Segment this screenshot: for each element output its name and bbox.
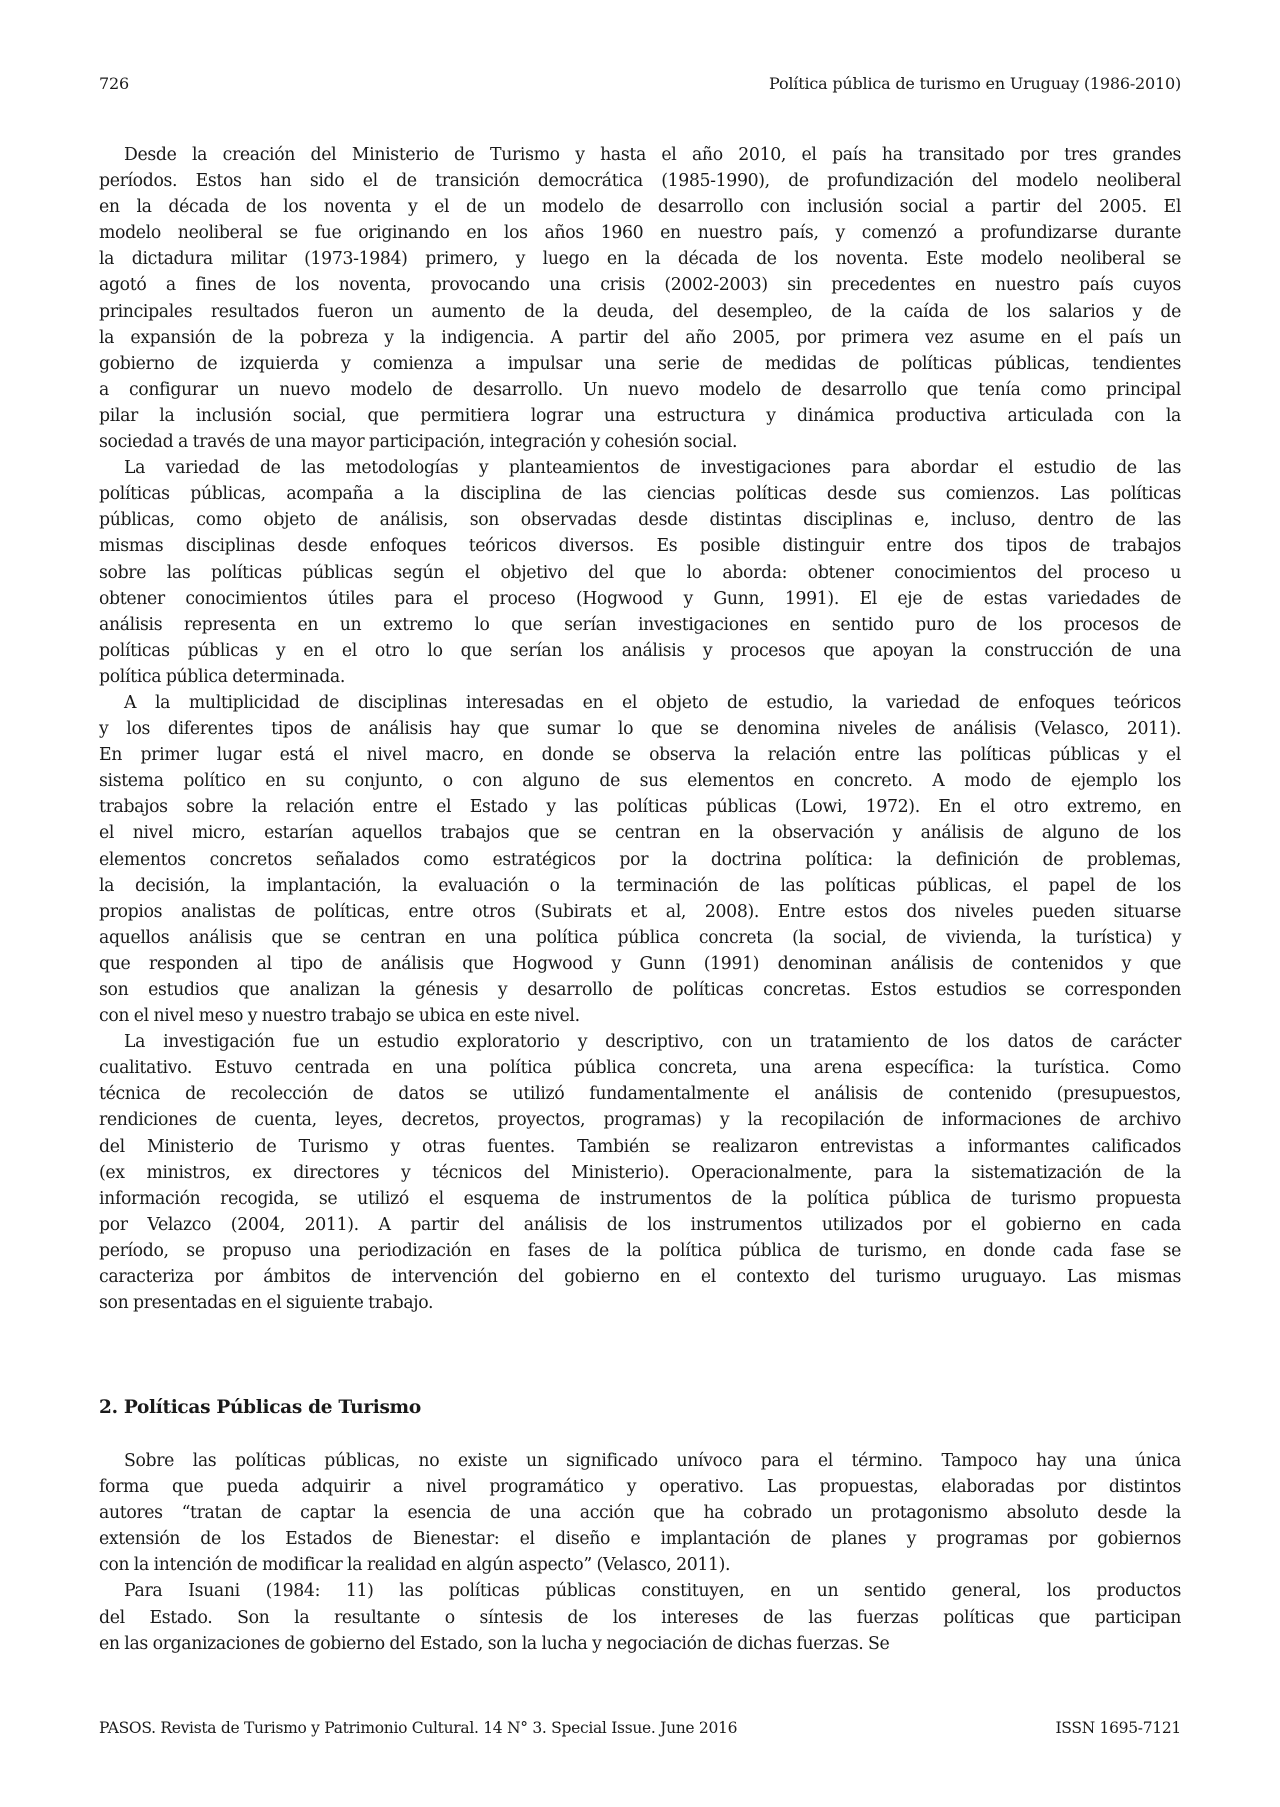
page-number: 726: [99, 74, 129, 93]
paragraph: [99, 1578, 1181, 1656]
text-line: propios analistas de políticas, entre otros (Subirats et al, 2008). Entre estos dos niveles pueden situarse: [99, 901, 1181, 922]
running-title: Política pública de turismo en Uruguay (1986-2010): [769, 74, 1181, 93]
text-line: del Ministerio de Turismo y otras fuentes. También se realizaron entrevistas a informantes calificados: [99, 1136, 1181, 1157]
text-line: la expansión de la pobreza y la indigencia. A partir del año 2005, por primera vez asume en el país un: [99, 327, 1181, 348]
paragraph: [99, 455, 1181, 690]
section-heading: 2. Políticas Públicas de Turismo: [99, 1397, 421, 1418]
text-line: que responden al tipo de análisis que Hogwood y Gunn (1991) denominan análisis de contenidos y que: [99, 953, 1181, 974]
text-line: En primer lugar está el nivel macro, en donde se observa la relación entre las políticas públicas y el: [99, 745, 1181, 766]
text-line: son presentadas en el siguiente trabajo.: [99, 1293, 434, 1314]
text-line: políticas públicas, acompaña a la disciplina de las ciencias políticas desde sus comienzos. Las políticas: [99, 484, 1181, 505]
paragraph: [99, 142, 1181, 455]
text-line: públicas, como objeto de análisis, son observadas desde distintas disciplinas e, incluso, dentro de las: [99, 510, 1181, 531]
text-line: son estudios que analizan la génesis y desarrollo de políticas concretas. Estos estudios se corresponden: [99, 980, 1181, 1000]
text-line: aquellos análisis que se centran en una política pública concreta (la social, de vivienda, la turística) y: [99, 927, 1181, 948]
text-line: Para Isuani (1984: 11) las políticas públicas constituyen, en un sentido general, los productos: [124, 1581, 1181, 1602]
text-line: autores “tratan de captar la esencia de una acción que ha cobrado un protagonismo absoluto desde la: [99, 1503, 1181, 1524]
text-line: extensión de los Estados de Bienestar: el diseño e implantación de planes y programas por gobiernos: [99, 1529, 1181, 1550]
journal-citation: PASOS. Revista de Turismo y Patrimonio Cultural. 14 N° 3. Special Issue. June 2016: [99, 1719, 738, 1737]
article-body: [99, 142, 1181, 1316]
text-line: técnica de recolección de datos se utilizó fundamentalmente el análisis de contenido (presupuestos,: [99, 1084, 1181, 1105]
text-line: sistema político en su conjunto, o con alguno de sus elementos en concreto. A modo de ejemplo los: [99, 771, 1181, 792]
issn: ISSN 1695-7121: [1055, 1719, 1181, 1737]
text-line: política pública determinada.: [99, 666, 346, 687]
text-line: en las organizaciones de gobierno del Estado, son la lucha y negociación de dichas fuerzas. Se: [99, 1633, 890, 1654]
text-line: la dictadura militar (1973-1984) primero, y luego en la década de los noventa. Este modelo neoliberal se: [99, 249, 1181, 270]
page-header: [99, 74, 1181, 98]
text-line: forma que pueda adquirir a nivel programático y operativo. Las propuestas, elaboradas por distintos: [99, 1477, 1181, 1498]
text-line: en la década de los noventa y el de un modelo de desarrollo con inclusión social a partir del 2005. El: [99, 197, 1181, 218]
text-line: principales resultados fueron un aumento de la deuda, del desempleo, de la caída de los salarios y de: [99, 301, 1181, 322]
text-line: período, se propuso una periodización en fases de la política pública de turismo, en donde cada fase se: [99, 1240, 1181, 1261]
text-line: Sobre las políticas públicas, no existe un significado unívoco para el término. Tampoco hay una única: [124, 1451, 1181, 1471]
text-line: elementos concretos señalados como estratégicos por la doctrina política: la definición de problemas,: [99, 849, 1181, 870]
text-line: la decisión, la implantación, la evaluación o la terminación de las políticas públicas, el papel de los: [99, 875, 1181, 896]
page-footer: [99, 1719, 1181, 1741]
text-line: La variedad de las metodologías y planteamientos de investigaciones para abordar el estudio de las: [124, 458, 1181, 479]
text-line: modelo neoliberal se fue originando en los años 1960 en nuestro país, y comenzó a profundizarse durante: [99, 223, 1181, 244]
text-line: períodos. Estos han sido el de transición democrática (1985-1990), de profundización del modelo neoliberal: [99, 171, 1181, 192]
text-line: con el nivel meso y nuestro trabajo se ubica en este nivel.: [99, 1006, 580, 1027]
text-line: (ex ministros, ex directores y técnicos del Ministerio). Operacionalmente, para la sistematización de la: [99, 1162, 1181, 1183]
text-line: por Velazco (2004, 2011). A partir del análisis de los instrumentos utilizados por el gobierno en cada: [99, 1214, 1181, 1235]
text-line: pilar la inclusión social, que permitiera lograr una estructura y dinámica productiva articulada con la: [99, 405, 1181, 426]
text-line: a configurar un nuevo modelo de desarrollo. Un nuevo modelo de desarrollo que tenía como principal: [99, 379, 1181, 400]
text-line: sobre las políticas públicas según el objetivo del que lo aborda: obtener conocimientos del proceso u: [99, 562, 1181, 583]
text-line: caracteriza por ámbitos de intervención del gobierno en el contexto del turismo uruguayo. Las mismas: [99, 1267, 1181, 1288]
text-line: agotó a fines de los noventa, provocando una crisis (2002-2003) sin precedentes en nuestro país cuyos: [99, 275, 1181, 296]
text-line: políticas públicas y en el otro lo que serían los análisis y procesos que apoyan la construcción de una: [99, 640, 1181, 661]
text-line: información recogida, se utilizó el esquema de instrumentos de la política pública de turismo propuesta: [99, 1188, 1181, 1209]
text-line: obtener conocimientos útiles para el proceso (Hogwood y Gunn, 1991). El eje de estas variedades de: [99, 588, 1181, 609]
text-line: sociedad a través de una mayor participación, integración y cohesión social.: [99, 432, 738, 453]
text-line: Desde la creación del Ministerio de Turismo y hasta el año 2010, el país ha transitado por tres grandes: [124, 145, 1181, 165]
text-line: del Estado. Son la resultante o síntesis de los intereses de las fuerzas políticas que participan: [99, 1607, 1181, 1628]
text-line: La investigación fue un estudio exploratorio y descriptivo, con un tratamiento de los datos de carácter: [124, 1032, 1181, 1053]
paragraph: [99, 690, 1181, 1029]
text-line: mismas disciplinas desde enfoques teóricos diversos. Es posible distinguir entre dos tipos de trabajos: [99, 536, 1181, 557]
text-line: el nivel micro, estarían aquellos trabajos que se centran en la observación y análisis de alguno de los: [99, 823, 1181, 844]
text-line: A la multiplicidad de disciplinas interesadas en el objeto de estudio, la variedad de enfoques teóricos: [124, 692, 1181, 713]
text-line: análisis representa en un extremo lo que serían investigaciones en sentido puro de los procesos de: [99, 614, 1181, 635]
text-line: cualitativo. Estuvo centrada en una política pública concreta, una arena específica: la turística. Como: [99, 1058, 1181, 1079]
text-line: rendiciones de cuenta, leyes, decretos, proyectos, programas) y la recopilación de informaciones de archivo: [99, 1110, 1181, 1131]
section-body: [99, 1448, 1181, 1657]
text-line: y los diferentes tipos de análisis hay que sumar lo que se denomina niveles de análisis (Velasco, 2011).: [99, 719, 1181, 740]
text-line: gobierno de izquierda y comienza a impulsar una serie de medidas de políticas públicas, tendientes: [99, 353, 1181, 374]
text-line: con la intención de modificar la realidad en algún aspecto” (Velasco, 2011).: [99, 1555, 731, 1576]
paragraph: [99, 1448, 1181, 1578]
text-line: trabajos sobre la relación entre el Estado y las políticas públicas (Lowi, 1972). En el otro extremo, en: [99, 797, 1181, 818]
paragraph: [99, 1029, 1181, 1316]
